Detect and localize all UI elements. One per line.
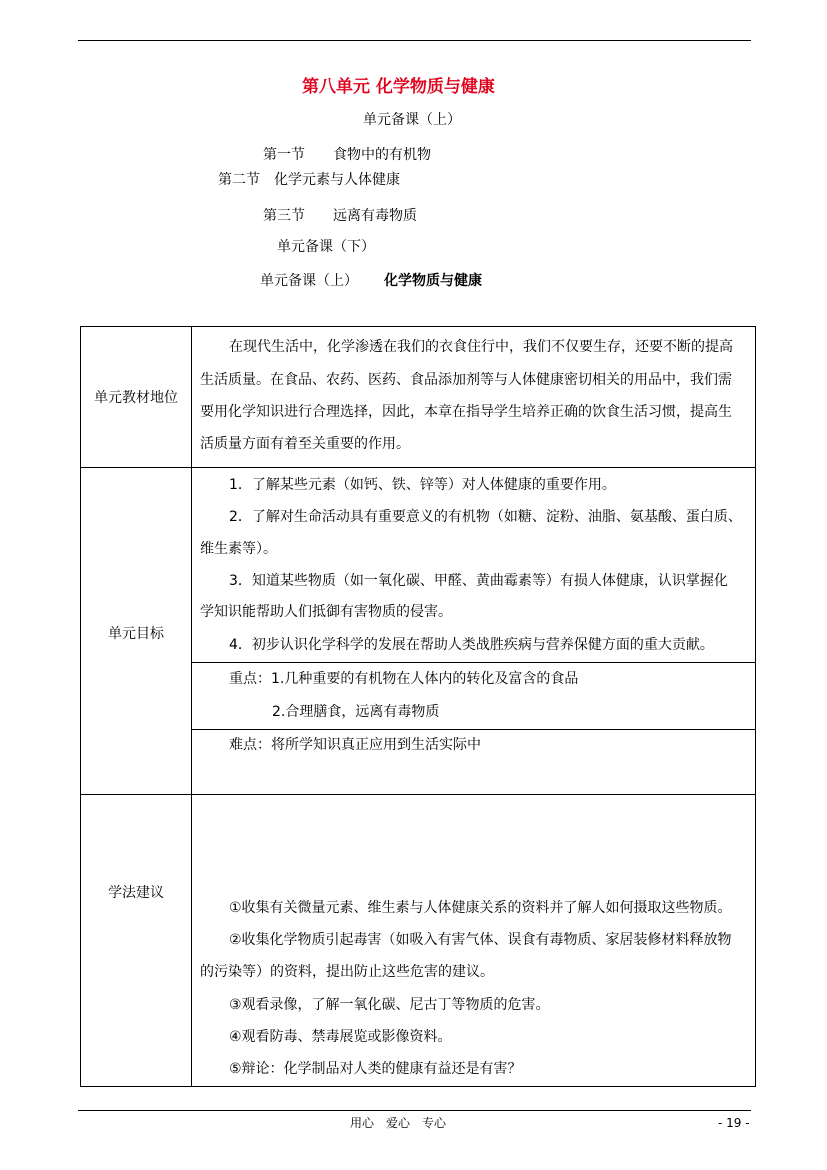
table-border-bottom [80,1086,756,1087]
page-number: - 19 - [718,1116,750,1130]
heading-line-5: 单元备课（下） [277,239,375,255]
goal-line-1: 1．了解某些元素（如钙、铁、锌等）对人体健康的重要作用。 [229,477,616,493]
page-title: 第八单元 化学物质与健康 [302,77,495,97]
row-label-methods: 学法建议 [108,885,164,901]
table-inner-divider-1 [191,662,756,663]
suggestion-line-3: 的污染等）的资料，提出防止这些危害的建议。 [200,964,494,980]
suggestion-line-5: ④观看防毒、禁毒展览或影像资料。 [229,1029,452,1045]
table-row-divider-1 [80,467,756,468]
heading-line-4: 第三节 远离有毒物质 [263,208,417,224]
goal-line-4: 3．知道某些物质（如一氧化碳、甲醛、黄曲霉素等）有损人体健康，认识掌握化 [229,573,728,589]
table-row-divider-2 [80,794,756,795]
footer-rule [78,1110,751,1111]
table-border-top [80,326,756,327]
header-rule [78,40,751,41]
keypoint-line-2: 2.合理膳食，远离有毒物质 [272,704,440,720]
heading-line-2: 第一节 食物中的有机物 [263,147,431,163]
suggestion-line-1: ①收集有关微量元素、维生素与人体健康关系的资料并了解人如何摄取这些物质。 [229,900,732,916]
table-border-left [80,326,81,1087]
position-line-3: 要用化学知识进行合理选择，因此，本章在指导学生培养正确的饮食生活习惯，提高生 [200,404,732,420]
sub-heading [260,270,482,290]
heading-line-3: 第二节 化学元素与人体健康 [218,172,400,188]
goal-line-3: 维生素等）。 [200,541,277,557]
goal-line-2: 2．了解对生命活动具有重要意义的有机物（如糖、淀粉、油脂、氨基酸、蛋白质、 [229,509,742,525]
row-label-position: 单元教材地位 [94,390,178,406]
position-line-2: 生活质量。在食品、农药、医药、食品添加剂等与人体健康密切相关的用品中，我们需 [200,372,732,388]
difficulty-line: 难点：将所学知识真正应用到生活实际中 [229,737,481,753]
suggestion-line-4: ③观看录像，了解一氧化碳、尼古丁等物质的危害。 [229,997,550,1013]
table-column-divider [191,326,192,1087]
position-line-1: 在现代生活中，化学渗透在我们的衣食住行中，我们不仅要生存，还要不断的提高 [229,339,733,355]
suggestion-line-6: ⑤辩论：化学制品对人类的健康有益还是有害？ [229,1061,522,1077]
position-line-4: 活质量方面有着至关重要的作用。 [200,436,410,452]
footer-motto: 用心 爱心 专心 [350,1116,447,1130]
sub-heading-prefix: 单元备课（上） [260,273,358,289]
goal-line-6: 4．初步认识化学科学的发展在帮助人类战胜疾病与营养保健方面的重大贡献。 [229,637,714,653]
heading-line-1: 单元备课（上） [363,112,461,128]
table-inner-divider-2 [191,729,756,730]
sub-heading-title: 化学物质与健康 [384,273,482,289]
keypoint-line-1: 重点：1.几种重要的有机物在人体内的转化及富含的食品 [229,671,579,687]
table-border-right [755,326,756,1087]
row-label-goals: 单元目标 [108,626,164,642]
goal-line-5: 学知识能帮助人们抵御有害物质的侵害。 [200,604,452,620]
suggestion-line-2: ②收集化学物质引起毒害（如吸入有害气体、误食有毒物质、家居装修材料释放物 [229,932,732,948]
